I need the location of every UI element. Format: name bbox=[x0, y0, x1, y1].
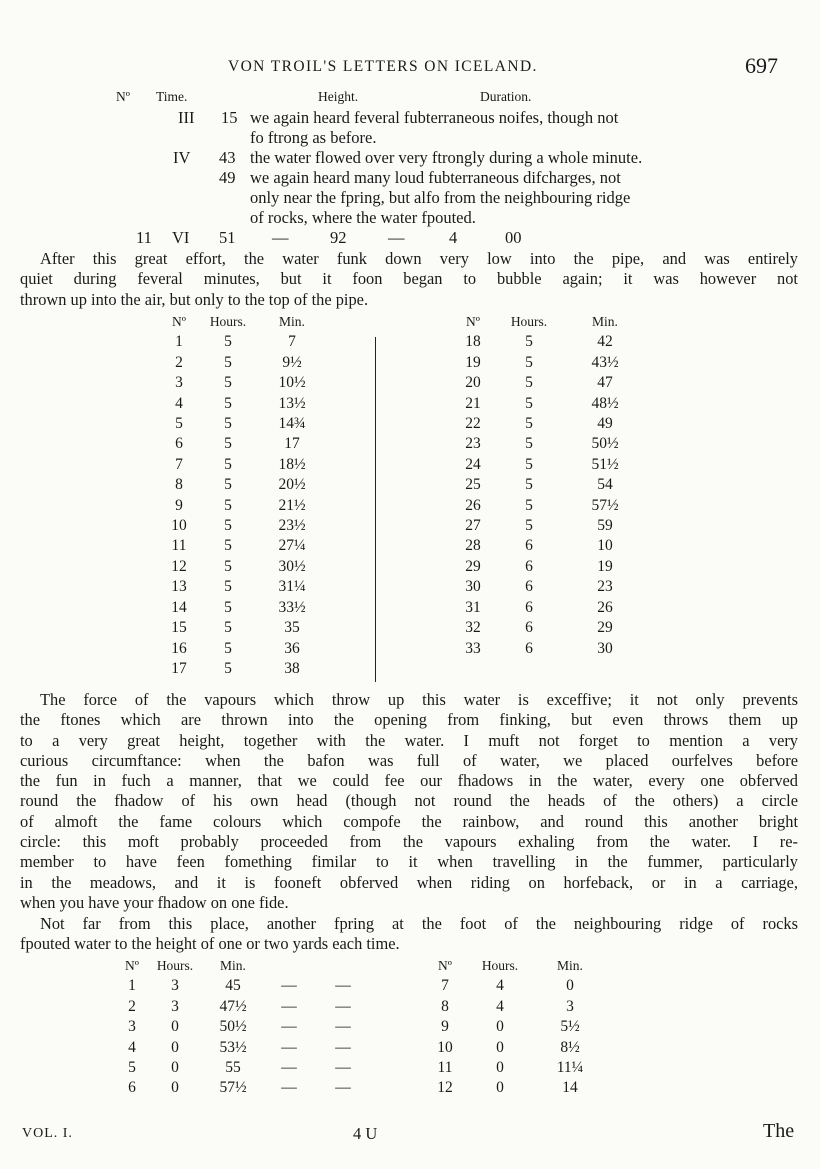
text-line: fpouted water to the height of one or two yards each time. bbox=[20, 934, 400, 954]
page-number: 697 bbox=[745, 53, 778, 78]
table-row bbox=[458, 353, 640, 373]
paragraph-another-spring bbox=[20, 914, 798, 955]
table-row bbox=[118, 1038, 600, 1058]
row-no: 11 bbox=[437, 1059, 453, 1077]
row-dash: — bbox=[281, 1018, 297, 1036]
row-hours: 6 bbox=[525, 557, 533, 575]
table-row bbox=[164, 618, 322, 638]
summary-time: 11 bbox=[136, 228, 152, 247]
table-row bbox=[164, 455, 322, 475]
row-no: 4 bbox=[128, 1038, 136, 1056]
row-no: 3 bbox=[175, 374, 183, 392]
row-no: 1 bbox=[175, 333, 183, 351]
row-min: 51½ bbox=[591, 455, 619, 473]
row-no: 28 bbox=[465, 537, 481, 555]
signature-mark: 4 U bbox=[353, 1124, 378, 1143]
table-row bbox=[164, 516, 322, 536]
row-no: 16 bbox=[171, 639, 187, 657]
row-hours: 6 bbox=[525, 639, 533, 657]
row-no: 27 bbox=[465, 517, 481, 535]
row-min: 33½ bbox=[278, 598, 306, 616]
row-no: 9 bbox=[175, 496, 183, 514]
row-min: 27¼ bbox=[278, 537, 306, 555]
row-no: 15 bbox=[171, 619, 187, 637]
row-dash: — bbox=[335, 1018, 351, 1036]
obs-text-line: we again heard many loud fubterraneous difcharges, not bbox=[250, 168, 621, 187]
table-row bbox=[164, 414, 322, 434]
obs-no: IV bbox=[173, 148, 191, 167]
row-hours: 5 bbox=[525, 394, 533, 412]
row-min: 31¼ bbox=[278, 578, 306, 596]
row-min: 7 bbox=[288, 333, 296, 351]
table-row bbox=[458, 516, 640, 536]
row-hours: 5 bbox=[224, 476, 232, 494]
table-row bbox=[458, 496, 640, 516]
row-no: 2 bbox=[128, 997, 136, 1015]
row-no: 20 bbox=[465, 374, 481, 392]
table-row bbox=[118, 997, 600, 1017]
row-min: 23½ bbox=[278, 517, 306, 535]
row-min: 47½ bbox=[219, 997, 247, 1015]
table-row bbox=[458, 414, 640, 434]
row-dash: — bbox=[281, 997, 297, 1015]
summary-no: VI bbox=[172, 228, 190, 247]
row-no: 12 bbox=[171, 557, 187, 575]
row-min: 5½ bbox=[560, 1018, 580, 1036]
row-min: 0 bbox=[566, 977, 574, 995]
table-row bbox=[458, 475, 640, 495]
row-no: 32 bbox=[465, 619, 481, 637]
table-row bbox=[458, 557, 640, 577]
row-hours: 5 bbox=[525, 333, 533, 351]
row-no: 10 bbox=[171, 517, 187, 535]
catchword: The bbox=[763, 1120, 795, 1142]
table-row bbox=[458, 332, 640, 352]
row-min: 47 bbox=[597, 374, 613, 392]
obs-header-height: Height. bbox=[318, 89, 359, 104]
row-min: 53½ bbox=[219, 1038, 247, 1056]
row-no: 19 bbox=[465, 353, 481, 371]
row-hours: 5 bbox=[525, 374, 533, 392]
eruption-table-1-right bbox=[458, 312, 640, 659]
paragraph-after-effort bbox=[20, 249, 798, 310]
col-header-hours: Hours. bbox=[156, 958, 194, 973]
row-min: 18½ bbox=[278, 455, 306, 473]
row-min: 57½ bbox=[219, 1079, 247, 1097]
table-row bbox=[458, 373, 640, 393]
row-min: 19 bbox=[597, 557, 613, 575]
row-min: 30½ bbox=[278, 557, 306, 575]
table-row bbox=[164, 639, 322, 659]
row-hours: 0 bbox=[496, 1059, 504, 1077]
row-no: 5 bbox=[128, 1059, 136, 1077]
text-line: After this great effort, the water funk down very low into the pipe, and was entirely bbox=[40, 249, 798, 268]
row-min: 49 bbox=[597, 415, 613, 433]
row-min: 10 bbox=[597, 537, 613, 555]
row-hours: 5 bbox=[224, 557, 232, 575]
row-min: 17 bbox=[284, 435, 300, 453]
row-no: 18 bbox=[465, 333, 481, 351]
table-row bbox=[164, 475, 322, 495]
row-hours: 5 bbox=[224, 333, 232, 351]
obs-text-line: of rocks, where the water fpouted. bbox=[250, 208, 476, 227]
row-hours: 0 bbox=[496, 1079, 504, 1097]
table-row bbox=[164, 496, 322, 516]
row-hours: 5 bbox=[224, 496, 232, 514]
row-no: 24 bbox=[465, 455, 481, 473]
row-hours: 0 bbox=[171, 1018, 179, 1036]
row-min: 20½ bbox=[278, 476, 306, 494]
row-no: 12 bbox=[437, 1079, 453, 1097]
row-hours: 6 bbox=[525, 619, 533, 637]
col-header-hours: Hours. bbox=[510, 314, 548, 329]
table-row bbox=[164, 332, 322, 352]
row-no: 11 bbox=[171, 537, 187, 555]
row-dash: — bbox=[335, 1059, 351, 1077]
row-no: 17 bbox=[171, 659, 187, 677]
table-row bbox=[164, 598, 322, 618]
col-header-hours: Hours. bbox=[481, 958, 519, 973]
eruption-table-2 bbox=[118, 956, 600, 1099]
col-header-min: Min. bbox=[220, 958, 246, 973]
row-no: 23 bbox=[465, 435, 481, 453]
row-no: 2 bbox=[175, 353, 183, 371]
row-hours: 5 bbox=[224, 435, 232, 453]
table-row bbox=[164, 536, 322, 556]
row-hours: 0 bbox=[171, 1038, 179, 1056]
row-no: 31 bbox=[465, 598, 481, 616]
row-min: 3 bbox=[566, 997, 574, 1015]
row-no: 14 bbox=[171, 598, 187, 616]
row-no: 33 bbox=[465, 639, 481, 657]
row-dash: — bbox=[335, 1038, 351, 1056]
row-no: 4 bbox=[175, 394, 183, 412]
obs-text-line: the water flowed over very ftrongly during a whole minute. bbox=[250, 148, 643, 167]
table-row bbox=[118, 1078, 600, 1098]
row-hours: 5 bbox=[224, 394, 232, 412]
row-min: 29 bbox=[597, 619, 613, 637]
row-min: 14¾ bbox=[278, 415, 306, 433]
row-hours: 5 bbox=[224, 598, 232, 616]
row-min: 36 bbox=[284, 639, 300, 657]
obs-text-line: only near the fpring, but alfo from the neighbouring ridge bbox=[250, 188, 631, 207]
row-no: 10 bbox=[437, 1038, 453, 1056]
obs-height: 15 bbox=[221, 108, 238, 127]
text-line: The force of the vapours which throw up this water is exceffive; it not only prevents bbox=[40, 690, 798, 709]
row-no: 7 bbox=[441, 977, 449, 995]
obs-no: III bbox=[178, 108, 195, 127]
row-hours: 5 bbox=[224, 639, 232, 657]
table-row bbox=[458, 618, 640, 638]
row-min: 57½ bbox=[591, 496, 619, 514]
text-line: to a very great height, together with the water. I muft not forget to mention a very bbox=[20, 730, 798, 750]
col-header-no: Nº bbox=[466, 314, 480, 329]
row-no: 29 bbox=[465, 557, 481, 575]
summary-dash: — bbox=[272, 228, 289, 247]
row-no: 8 bbox=[175, 476, 183, 494]
text-line: circle: this moft probably proceeded from the vapours exhaling from the water. I re- bbox=[20, 832, 798, 852]
volume-mark: VOL. I. bbox=[22, 1126, 73, 1141]
obs-text-line: fo ftrong as before. bbox=[250, 128, 377, 147]
text-line: round the fhadow of his own head (though not round the heads of the others) a circle bbox=[20, 791, 798, 811]
row-dash: — bbox=[281, 1059, 297, 1077]
table-row bbox=[458, 394, 640, 414]
row-min: 50½ bbox=[219, 1018, 247, 1036]
row-no: 9 bbox=[441, 1018, 449, 1036]
row-hours: 0 bbox=[496, 1038, 504, 1056]
obs-text-line: we again heard feveral fubterraneous noifes, though not bbox=[250, 108, 619, 127]
row-hours: 0 bbox=[171, 1059, 179, 1077]
row-hours: 3 bbox=[171, 977, 179, 995]
row-hours: 5 bbox=[224, 374, 232, 392]
row-hours: 3 bbox=[171, 997, 179, 1015]
obs-header-no: Nº bbox=[116, 89, 130, 104]
table-row bbox=[164, 373, 322, 393]
text-line: member to have feen fomething fimilar to it when travelling in the fummer, particularly bbox=[20, 852, 798, 872]
row-no: 1 bbox=[128, 977, 136, 995]
obs-height: 49 bbox=[219, 168, 236, 187]
table-row bbox=[458, 577, 640, 597]
col-header-min: Min. bbox=[557, 958, 583, 973]
row-no: 21 bbox=[465, 394, 481, 412]
row-no: 8 bbox=[441, 997, 449, 1015]
col-header-min: Min. bbox=[592, 314, 618, 329]
row-min: 14 bbox=[562, 1079, 578, 1097]
text-line: the ftones which are thrown into the opening from finking, but even throws them up bbox=[20, 710, 798, 730]
row-min: 35 bbox=[284, 619, 300, 637]
summary-dash: — bbox=[388, 228, 405, 247]
row-dash: — bbox=[335, 997, 351, 1015]
row-no: 6 bbox=[128, 1079, 136, 1097]
table-row bbox=[164, 353, 322, 373]
text-line: Not far from this place, another fpring at the foot of the neighbouring ridge of rocks bbox=[40, 914, 798, 933]
row-no: 5 bbox=[175, 415, 183, 433]
table-row bbox=[458, 455, 640, 475]
text-line: in the meadows, and it is fooneft obferved when riding on horfeback, or in a carriage, bbox=[20, 872, 798, 892]
row-min: 43½ bbox=[591, 353, 619, 371]
row-hours: 5 bbox=[525, 476, 533, 494]
row-hours: 4 bbox=[496, 977, 504, 995]
table-row bbox=[164, 659, 322, 679]
row-min: 48½ bbox=[591, 394, 619, 412]
table-row bbox=[164, 557, 322, 577]
table-row bbox=[118, 976, 600, 996]
row-hours: 5 bbox=[525, 496, 533, 514]
obs-header-duration: Duration. bbox=[480, 89, 532, 104]
table-row bbox=[458, 536, 640, 556]
row-no: 22 bbox=[465, 415, 481, 433]
col-header-hours: Hours. bbox=[209, 314, 247, 329]
row-hours: 5 bbox=[224, 455, 232, 473]
row-min: 50½ bbox=[591, 435, 619, 453]
row-dash: — bbox=[335, 977, 351, 995]
row-hours: 5 bbox=[224, 353, 232, 371]
row-no: 7 bbox=[175, 455, 183, 473]
text-line: when you have your fhadow on one fide. bbox=[20, 892, 289, 912]
text-line: of almoft the fame colours which compofe the rainbow, and round this another bright bbox=[20, 811, 798, 831]
row-min: 26 bbox=[597, 598, 613, 616]
row-min: 23 bbox=[597, 578, 613, 596]
text-line: the fun in fuch a manner, that we could fee our fhadows in the water, every one obferved bbox=[20, 771, 798, 791]
summary-duration-sec: 00 bbox=[505, 228, 522, 247]
row-min: 21½ bbox=[278, 496, 306, 514]
table-row bbox=[458, 639, 640, 659]
row-hours: 5 bbox=[224, 517, 232, 535]
row-hours: 5 bbox=[224, 619, 232, 637]
row-no: 6 bbox=[175, 435, 183, 453]
text-line: quiet during feveral minutes, but it foon began to bubble again; it was however not bbox=[20, 269, 798, 289]
row-min: 55 bbox=[225, 1059, 241, 1077]
row-hours: 6 bbox=[525, 578, 533, 596]
summary-height-from: 51 bbox=[219, 228, 236, 247]
row-min: 9½ bbox=[282, 353, 302, 371]
row-min: 8½ bbox=[560, 1038, 580, 1056]
col-header-min: Min. bbox=[279, 314, 305, 329]
row-hours: 5 bbox=[525, 455, 533, 473]
text-line: curious circumftance: when the bafon was full of water, we placed ourfelves before bbox=[20, 750, 798, 770]
row-min: 38 bbox=[284, 659, 300, 677]
row-hours: 5 bbox=[525, 353, 533, 371]
table-row bbox=[164, 577, 322, 597]
row-hours: 5 bbox=[525, 517, 533, 535]
row-min: 45 bbox=[225, 977, 241, 995]
row-hours: 5 bbox=[224, 659, 232, 677]
row-dash: — bbox=[281, 977, 297, 995]
col-header-no: Nº bbox=[172, 314, 186, 329]
table-row bbox=[164, 394, 322, 414]
running-title: VON TROIL'S LETTERS ON ICELAND. bbox=[228, 58, 538, 75]
text-line: thrown up into the air, but only to the top of the pipe. bbox=[20, 289, 369, 309]
row-hours: 5 bbox=[224, 578, 232, 596]
table-row bbox=[458, 598, 640, 618]
row-no: 13 bbox=[171, 578, 187, 596]
row-hours: 6 bbox=[525, 598, 533, 616]
obs-height: 43 bbox=[219, 148, 236, 167]
row-dash: — bbox=[335, 1079, 351, 1097]
row-dash: — bbox=[281, 1038, 297, 1056]
row-no: 3 bbox=[128, 1018, 136, 1036]
eruption-table-1-left bbox=[164, 312, 322, 679]
row-min: 59 bbox=[597, 517, 613, 535]
obs-header-time: Time. bbox=[156, 89, 188, 104]
table-row bbox=[458, 434, 640, 454]
row-min: 13½ bbox=[278, 394, 306, 412]
summary-height-to: 92 bbox=[330, 228, 347, 247]
row-no: 30 bbox=[465, 578, 481, 596]
col-header-no: Nº bbox=[438, 958, 452, 973]
column-rule bbox=[375, 337, 376, 682]
table-row bbox=[118, 1058, 600, 1078]
row-no: 26 bbox=[465, 496, 481, 514]
row-min: 10½ bbox=[278, 374, 306, 392]
row-hours: 5 bbox=[525, 415, 533, 433]
summary-duration-min: 4 bbox=[449, 228, 458, 247]
row-hours: 5 bbox=[525, 435, 533, 453]
row-min: 11¼ bbox=[556, 1059, 584, 1077]
row-hours: 5 bbox=[224, 415, 232, 433]
row-hours: 0 bbox=[171, 1079, 179, 1097]
row-hours: 5 bbox=[224, 537, 232, 555]
row-hours: 0 bbox=[496, 1018, 504, 1036]
table-row bbox=[164, 434, 322, 454]
table-row bbox=[118, 1017, 600, 1037]
row-min: 30 bbox=[597, 639, 613, 657]
col-header-no: Nº bbox=[125, 958, 139, 973]
row-hours: 4 bbox=[496, 997, 504, 1015]
paragraph-vapours bbox=[20, 690, 798, 913]
row-hours: 6 bbox=[525, 537, 533, 555]
row-min: 42 bbox=[597, 333, 613, 351]
row-min: 54 bbox=[597, 476, 613, 494]
row-dash: — bbox=[281, 1079, 297, 1097]
row-no: 25 bbox=[465, 476, 481, 494]
